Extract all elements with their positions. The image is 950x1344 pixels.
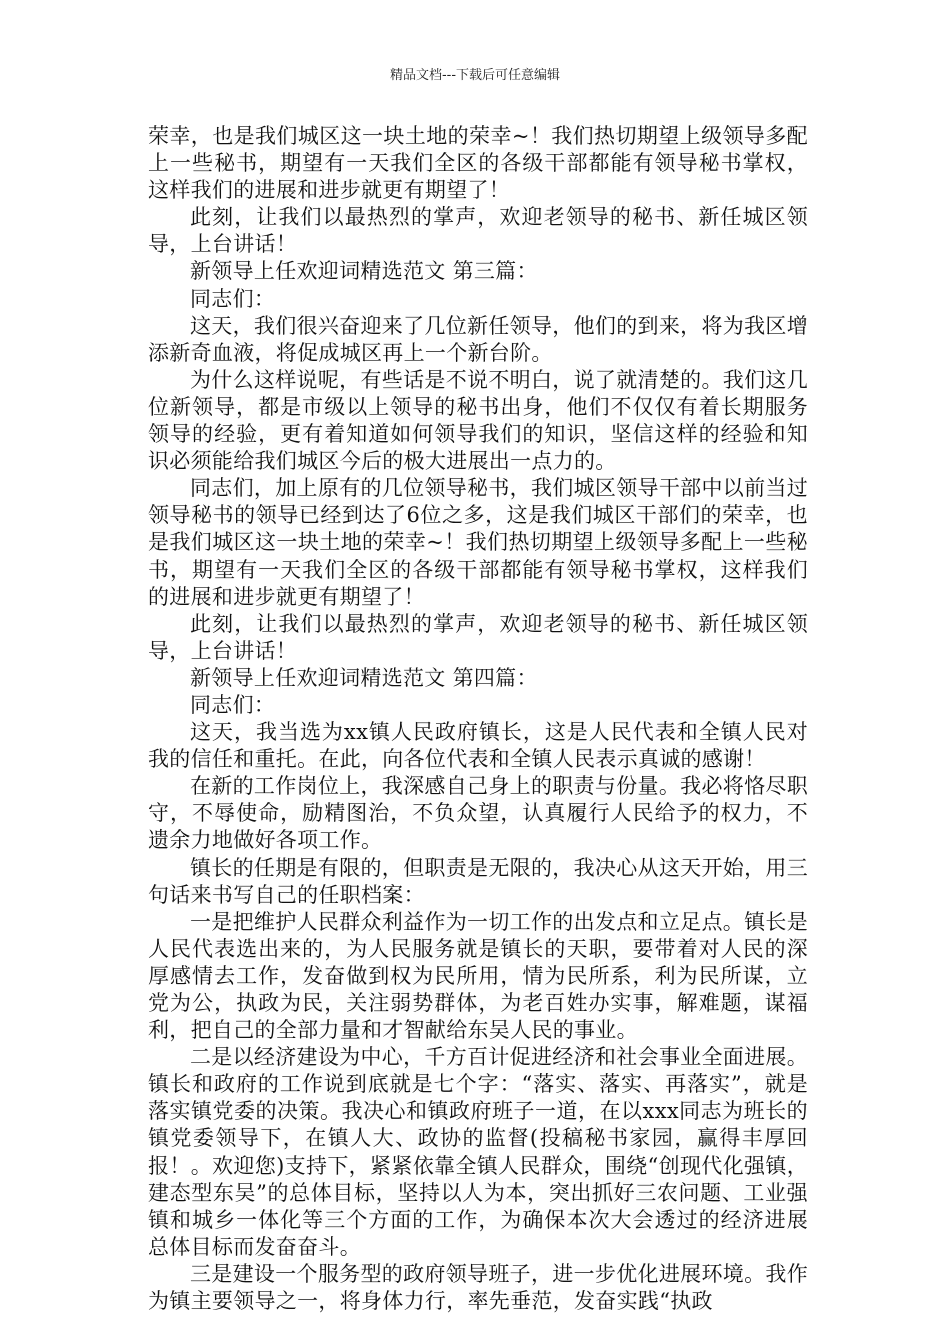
salutation: 同志们： <box>190 286 276 311</box>
section-heading: 新领导上任欢迎词精选范文 第四篇： <box>190 665 538 690</box>
paragraph: 此刻，让我们以最热烈的掌声，欢迎老领导的秘书、新任城区领导，上台讲话！ <box>148 611 808 663</box>
page-header: 精品文档---下载后可任意编辑 <box>389 68 561 83</box>
paragraph: 二是以经济建设为中心，千方百计促进经济和社会事业全面进展。镇长和政府的工作说到底就是七个字：“落实、落实、再落实”，就是落实镇党委的决策。我决心和镇政府班子一道，在以xxx同志为班长的镇党委领导下，在镇人大、政协的监督(投稿秘书家园，赢得丰厚回报！。欢迎您)支持下，紧紧依靠全镇人民群众，围绕“创现代化强镇，建态型东吴”的总体目标，坚持以人为本，突出抓好三农问题、工业强镇和城乡一体化等三个方面的工作，为确保本次大会透过的经济进展总体目标而发奋奋斗。 <box>148 1045 808 1259</box>
paragraph: 为什么这样说呢，有些话是不说不明白，说了就清楚的。我们这几位新领导，都是市级以上领导的秘书出身，他们不仅仅有着长期服务领导的经验，更有着知道如何领导我们的知识，坚信这样的经验和知识必须能给我们城区今后的极大进展出一点力的。 <box>148 367 808 474</box>
paragraph: 这天，我们很兴奋迎来了几位新任领导，他们的到来，将为我区增添新奇血液，将促成城区再上一个新台阶。 <box>148 313 808 365</box>
paragraph: 此刻，让我们以最热烈的掌声，欢迎老领导的秘书、新任城区领导，上台讲话！ <box>148 205 808 257</box>
document-body <box>148 123 808 1315</box>
section-heading: 新领导上任欢迎词精选范文 第三篇： <box>190 259 538 284</box>
paragraph: 三是建设一个服务型的政府领导班子，进一步优化进展环境。我作为镇主要领导之一，将身体力行，率先垂范，发奋实践“执政 <box>148 1261 808 1314</box>
paragraph: 荣幸，也是我们城区这一块土地的荣幸~！我们热切期望上级领导多配上一些秘书，期望有一天我们全区的各级干部都能有领导秘书掌权，这样我们的进展和进步就更有期望了！ <box>148 124 808 203</box>
paragraph: 一是把维护人民群众利益作为一切工作的出发点和立足点。镇长是人民代表选出来的，为人民服务就是镇长的天职，要带着对人民的深厚感情去工作，发奋做到权为民所用，情为民所系，利为民所谋，立党为公，执政为民，关注弱势群体，为老百姓办实事，解难题，谋福利，把自己的全部力量和才智献给东吴人民的事业。 <box>148 909 808 1043</box>
salutation: 同志们： <box>190 692 276 717</box>
paragraph: 在新的工作岗位上，我深感自己身上的职责与份量。我必将恪尽职守，不辱使命，励精图治，不负众望，认真履行人民给予的权力，不遗余力地做好各项工作。 <box>148 774 808 853</box>
paragraph: 同志们，加上原有的几位领导秘书，我们城区领导干部中以前当过领导秘书的领导已经到达了6位之多，这是我们城区干部们的荣幸，也是我们城区这一块土地的荣幸~！我们热切期望上级领导多配上一些秘书，期望有一天我们全区的各级干部都能有领导秘书掌权，这样我们的进展和进步就更有期望了！ <box>148 476 808 609</box>
paragraph: 这天，我当选为xx镇人民政府镇长，这是人民代表和全镇人民对我的信任和重托。在此，向各位代表和全镇人民表示真诚的感谢！ <box>148 720 808 772</box>
paragraph: 镇长的任期是有限的，但职责是无限的，我决心从这天开始，用三句话来书写自己的任职档案： <box>148 855 808 907</box>
